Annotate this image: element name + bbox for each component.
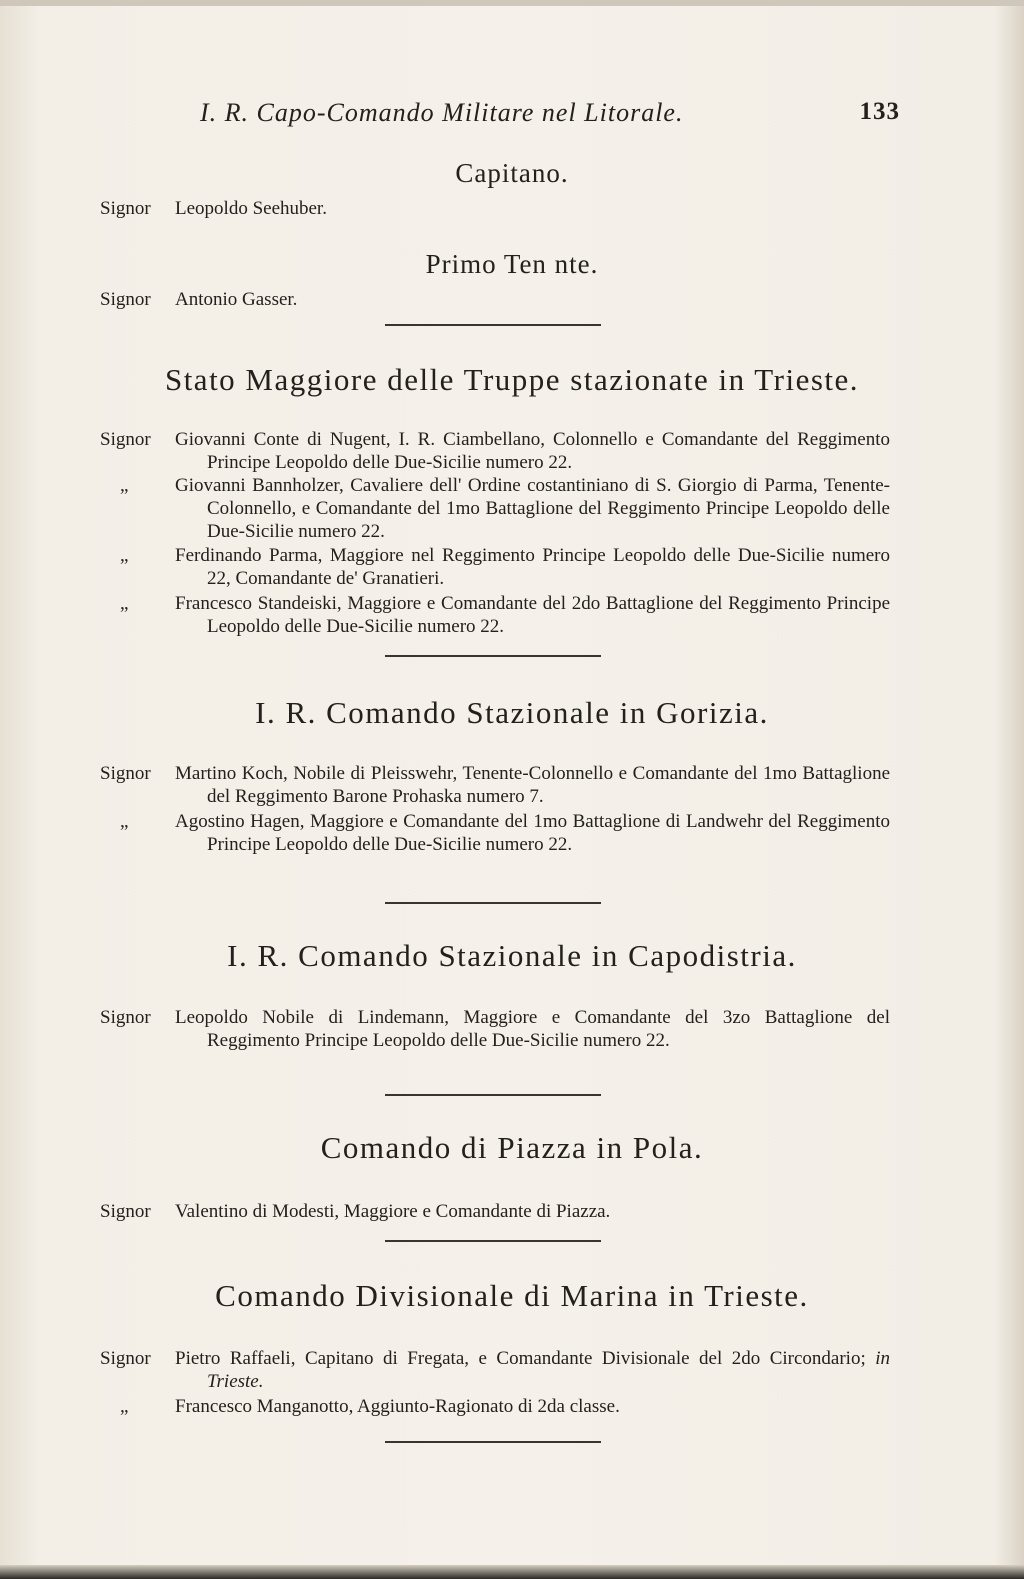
marina-entry-2 — [100, 1395, 890, 1418]
page-number: 133 — [859, 98, 900, 125]
ditto-mark: „ — [120, 475, 129, 496]
gorizia-entry-2 — [100, 810, 890, 856]
stato-maggiore-entry-3 — [100, 544, 890, 590]
section-rule — [385, 1094, 601, 1096]
entry-prefix: Signor — [100, 1007, 151, 1028]
ditto-mark: „ — [120, 1396, 129, 1417]
entry-text: Francesco Manganotto, Aggiunto-Ragionato di 2da classe. — [175, 1396, 620, 1417]
entry-prefix: Signor — [100, 1348, 151, 1369]
pola-entry-1 — [100, 1200, 890, 1223]
gorizia-heading: I. R. Comando Stazionale in Gorizia. — [255, 695, 769, 730]
stato-maggiore-entry-4 — [100, 592, 890, 638]
section-rule — [385, 902, 601, 904]
marina-heading: Comando Divisionale di Marina in Trieste. — [215, 1278, 809, 1313]
primo-tenente-heading: Primo Ten nte. — [425, 249, 599, 279]
stato-maggiore-entry-1 — [100, 428, 890, 474]
running-head — [200, 98, 900, 134]
page-top-edge — [0, 0, 1024, 6]
running-head-title: I. R. Capo-Comando Militare nel Litorale. — [200, 98, 684, 127]
capodistria-heading: I. R. Comando Stazionale in Capodistria. — [227, 938, 797, 973]
entry-text: Ferdinando Parma, Maggiore nel Reggimento Principe Leopoldo delle Due-Sicilie numero 22, Comandante de' Granatieri. — [175, 545, 890, 589]
entry-prefix: Signor — [100, 429, 151, 450]
ditto-mark: „ — [120, 593, 129, 614]
entry-text: Leopoldo Nobile di Lindemann, Maggiore e Comandante del 3zo Battaglione del Reggimento Principe Leopoldo delle Due-Sicilie numero 22. — [175, 1007, 890, 1051]
entry-prefix: Signor — [100, 763, 151, 784]
stato-maggiore-entry-2 — [100, 474, 890, 543]
entry-text-italic: in Trieste. — [207, 1348, 891, 1392]
section-rule — [385, 324, 601, 326]
marina-entry-1 — [100, 1347, 890, 1393]
primo-tenente-entry — [100, 288, 890, 311]
ditto-mark: „ — [120, 545, 129, 566]
entry-text: Valentino di Modesti, Maggiore e Comandante di Piazza. — [175, 1201, 611, 1222]
entry-text: Francesco Standeiski, Maggiore e Comandante del 2do Battaglione del Reggimento Principe Leopoldo delle Due-Sicilie numero 22. — [175, 593, 890, 637]
entry-text: Agostino Hagen, Maggiore e Comandante del 1mo Battaglione di Landwehr del Reggimento Principe Leopoldo delle Due-Sicilie numero 22. — [175, 811, 890, 855]
capitano-heading: Capitano. — [455, 158, 569, 188]
gorizia-entry-1 — [100, 762, 890, 808]
entry-text: Martino Koch, Nobile di Pleisswehr, Tenente-Colonnello e Comandante del 1mo Battaglione del Reggimento Barone Prohaska numero 7. — [175, 763, 890, 807]
entry-text — [175, 1347, 891, 1393]
capitano-entry — [100, 197, 890, 220]
section-rule — [385, 1441, 601, 1443]
entry-text: Giovanni Bannholzer, Cavaliere dell' Ordine costantiniano di S. Giorgio di Parma, Tenente-Colonnello, e Comandante del 1mo Battaglione del Reggimento Principe Leopoldo delle Due-Sicilie numero 22. — [175, 475, 890, 542]
entry-text-main: Pietro Raffaeli, Capitano di Fregata, e Comandante Divisionale del 2do Circondario; — [175, 1348, 866, 1369]
section-rule — [385, 1240, 601, 1242]
entry-name: Antonio Gasser. — [175, 289, 298, 310]
ditto-mark: „ — [120, 811, 129, 832]
page-bottom-edge — [0, 1565, 1024, 1579]
entry-text: Giovanni Conte di Nugent, I. R. Ciambellano, Colonnello e Comandante del Reggimento Principe Leopoldo delle Due-Sicilie numero 22. — [175, 429, 890, 473]
entry-prefix: Signor — [100, 1201, 151, 1222]
stato-maggiore-heading: Stato Maggiore delle Truppe stazionate in Trieste. — [164, 362, 860, 397]
section-rule — [385, 655, 601, 657]
pola-heading: Comando di Piazza in Pola. — [320, 1130, 704, 1165]
entry-prefix: Signor — [100, 289, 151, 310]
entry-name: Leopoldo Seehuber. — [175, 198, 327, 219]
capodistria-entry-1 — [100, 1006, 890, 1052]
entry-prefix: Signor — [100, 198, 151, 219]
